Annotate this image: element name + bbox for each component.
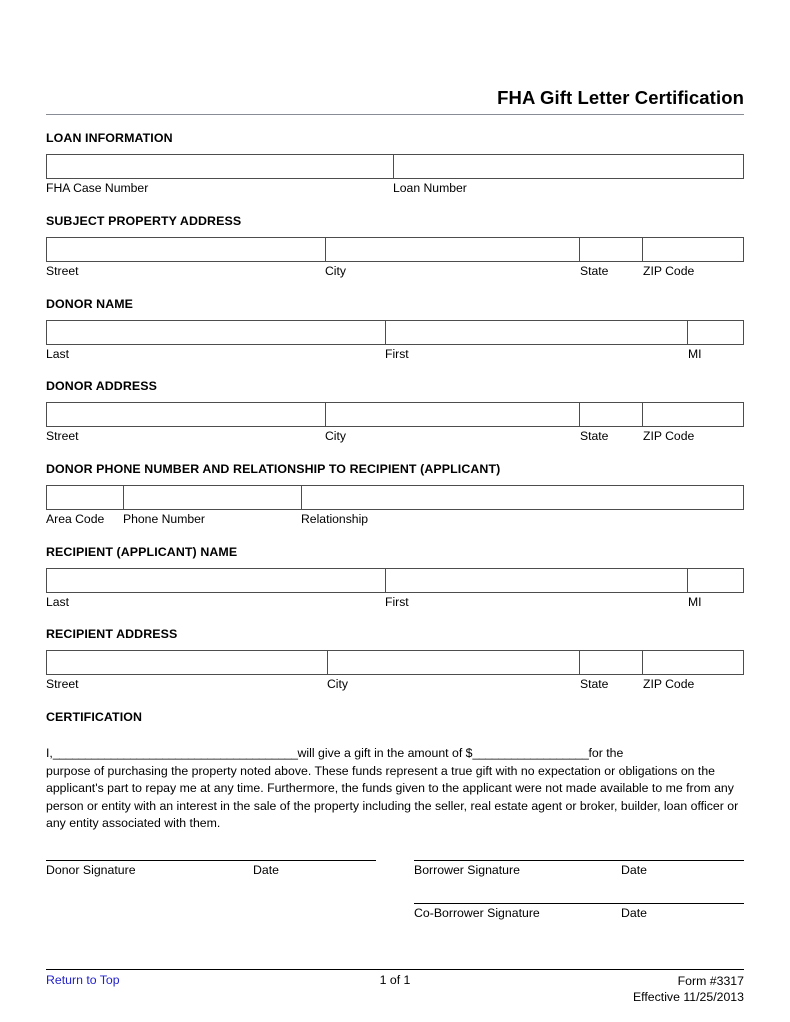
loan-information-loan-number-input[interactable] xyxy=(394,155,744,178)
signature-column-right xyxy=(414,860,744,920)
donor-address-city-input[interactable] xyxy=(326,403,581,426)
document-header xyxy=(46,0,744,115)
donor-address-input-row xyxy=(46,402,744,427)
recipient-name-first-label: First xyxy=(385,594,409,609)
section-heading-recipient-address: RECIPIENT ADDRESS xyxy=(46,627,178,642)
footer-left xyxy=(46,973,276,987)
title-divider xyxy=(46,114,744,115)
borrower-signature-label: Borrower Signature xyxy=(414,863,520,878)
donor-name-last-input[interactable] xyxy=(47,321,386,344)
recipient-address-zip-code-input[interactable] xyxy=(643,651,743,674)
section-donor-name xyxy=(46,297,744,364)
section-heading-subject-property-address: SUBJECT PROPERTY ADDRESS xyxy=(46,214,242,229)
certification-line-start: I, xyxy=(46,746,53,761)
page-indicator: 1 of 1 xyxy=(379,972,411,987)
recipient-address-state-input[interactable] xyxy=(580,651,643,674)
donor-address-city-label: City xyxy=(325,429,346,444)
section-subject-property-address xyxy=(46,214,744,281)
loan-information-label-row xyxy=(46,179,744,198)
section-donor-phone-relationship xyxy=(46,462,744,529)
subject-property-address-state-input[interactable] xyxy=(580,238,643,261)
donor-address-zip-code-input[interactable] xyxy=(643,403,743,426)
loan-information-fha-case-number-input[interactable] xyxy=(47,155,394,178)
form-sections xyxy=(46,131,744,694)
borrower-signature-labels xyxy=(414,861,744,877)
recipient-name-last-label: Last xyxy=(46,594,70,609)
section-certification xyxy=(46,710,744,832)
loan-information-loan-number-label: Loan Number xyxy=(393,181,467,196)
signature-area xyxy=(46,860,744,920)
donor-phone-relationship-relationship-label: Relationship xyxy=(301,512,369,527)
donor-date-label: Date xyxy=(253,863,279,878)
recipient-address-state-label: State xyxy=(580,677,609,692)
subject-property-address-street-input[interactable] xyxy=(47,238,326,261)
donor-name-mi-input[interactable] xyxy=(688,321,743,344)
recipient-name-mi-label: MI xyxy=(688,594,702,609)
co-borrower-date-label: Date xyxy=(621,906,647,921)
section-heading-recipient-name: RECIPIENT (APPLICANT) NAME xyxy=(46,544,238,559)
subject-property-address-zip-code-label: ZIP Code xyxy=(643,264,695,279)
subject-property-address-input-row xyxy=(46,237,744,262)
donor-phone-relationship-phone-number-input[interactable] xyxy=(124,486,302,509)
donor-address-zip-code-label: ZIP Code xyxy=(643,429,695,444)
subject-property-address-state-label: State xyxy=(580,264,609,279)
recipient-address-label-row xyxy=(46,675,744,694)
certification-line-middle: will give a gift in the amount of $ xyxy=(297,746,473,761)
section-heading-donor-phone-relationship: DONOR PHONE NUMBER AND RELATIONSHIP TO RECIPIENT (APPLICANT) xyxy=(46,462,501,477)
donor-signature-labels xyxy=(46,861,376,877)
certification-line-end: for the xyxy=(588,746,624,761)
donor-name-first-label: First xyxy=(385,346,409,361)
recipient-name-label-row xyxy=(46,593,744,612)
certification-paragraph: purpose of purchasing the property noted above. These funds represent a true gift with no expectation or obligations on the applicant's part to repay me at any time. Furthermore, the funds given to the applicant were not made available to me from any person or entity with an interest in the sale of the property including the seller, real estate agent or broker, builder, loan officer or any entity associated with them. xyxy=(46,763,739,830)
donor-phone-relationship-relationship-input[interactable] xyxy=(302,486,743,509)
donor-phone-relationship-phone-number-label: Phone Number xyxy=(123,512,205,527)
signature-spacer xyxy=(414,877,744,903)
page-footer xyxy=(46,969,744,1006)
section-recipient-address xyxy=(46,627,744,694)
signature-column-left xyxy=(46,860,376,920)
footer-divider xyxy=(46,969,744,970)
donor-address-state-label: State xyxy=(580,429,609,444)
return-to-top-link[interactable]: Return to Top xyxy=(46,972,120,987)
footer-right xyxy=(514,973,744,1006)
subject-property-address-city-input[interactable] xyxy=(326,238,581,261)
recipient-address-street-input[interactable] xyxy=(47,651,328,674)
form-number: Form #3317 xyxy=(677,973,744,988)
loan-information-input-row xyxy=(46,154,744,179)
donor-address-label-row xyxy=(46,427,744,446)
recipient-address-input-row xyxy=(46,650,744,675)
donor-name-blank[interactable]: ______________________________________ xyxy=(52,746,298,761)
donor-address-street-input[interactable] xyxy=(47,403,326,426)
recipient-address-street-label: Street xyxy=(46,677,79,692)
recipient-address-city-label: City xyxy=(327,677,348,692)
co-borrower-signature-labels xyxy=(414,904,744,920)
certification-body xyxy=(46,745,744,832)
section-heading-donor-name: DONOR NAME xyxy=(46,296,134,311)
subject-property-address-label-row xyxy=(46,262,744,281)
co-borrower-signature-label: Co-Borrower Signature xyxy=(414,906,540,921)
donor-phone-relationship-area-code-input[interactable] xyxy=(47,486,124,509)
recipient-address-zip-code-label: ZIP Code xyxy=(643,677,695,692)
donor-signature-label: Donor Signature xyxy=(46,863,136,878)
section-heading-certification: CERTIFICATION xyxy=(46,710,143,725)
section-recipient-name xyxy=(46,545,744,612)
subject-property-address-city-label: City xyxy=(325,264,346,279)
section-heading-donor-address: DONOR ADDRESS xyxy=(46,379,157,394)
recipient-name-first-input[interactable] xyxy=(386,569,689,592)
donor-phone-relationship-label-row xyxy=(46,510,744,529)
section-loan-information xyxy=(46,131,744,198)
subject-property-address-zip-code-input[interactable] xyxy=(643,238,743,261)
borrower-date-label: Date xyxy=(621,863,647,878)
donor-name-input-row xyxy=(46,320,744,345)
donor-name-mi-label: MI xyxy=(688,346,702,361)
donor-phone-relationship-input-row xyxy=(46,485,744,510)
donor-name-first-input[interactable] xyxy=(386,321,689,344)
recipient-address-city-input[interactable] xyxy=(328,651,581,674)
recipient-name-last-input[interactable] xyxy=(47,569,386,592)
donor-address-street-label: Street xyxy=(46,429,79,444)
certification-fill-line xyxy=(46,745,744,762)
effective-date: Effective 11/25/2013 xyxy=(632,990,744,1005)
donor-name-last-label: Last xyxy=(46,346,70,361)
loan-information-fha-case-number-label: FHA Case Number xyxy=(46,181,149,196)
section-donor-address xyxy=(46,379,744,446)
footer-row xyxy=(46,973,744,1006)
subject-property-address-street-label: Street xyxy=(46,264,79,279)
gift-amount-blank[interactable]: __________________ xyxy=(472,746,589,761)
recipient-name-mi-input[interactable] xyxy=(688,569,743,592)
page-title: FHA Gift Letter Certification xyxy=(497,87,744,108)
recipient-name-input-row xyxy=(46,568,744,593)
donor-name-label-row xyxy=(46,345,744,364)
section-heading-loan-information: LOAN INFORMATION xyxy=(46,131,173,146)
donor-address-state-input[interactable] xyxy=(580,403,643,426)
donor-phone-relationship-area-code-label: Area Code xyxy=(46,512,105,527)
